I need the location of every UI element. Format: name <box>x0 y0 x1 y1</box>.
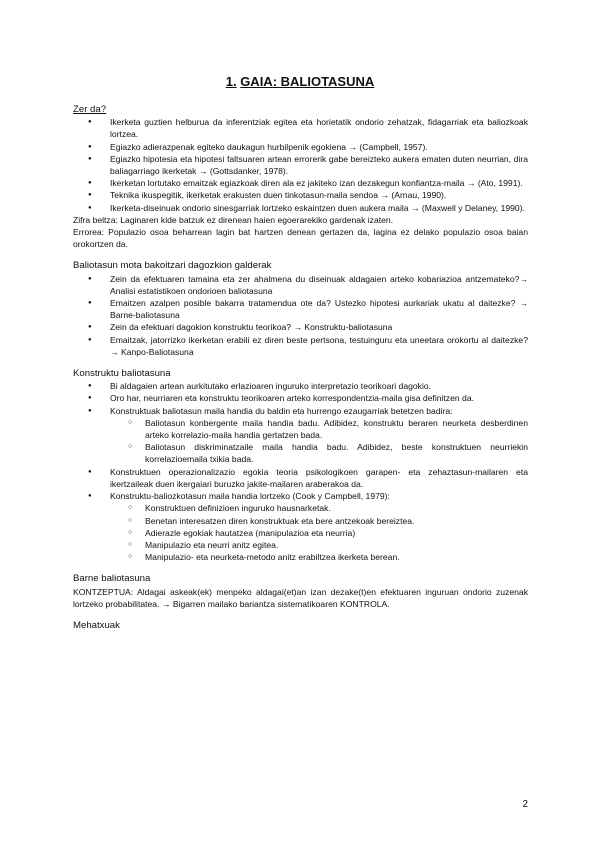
list-item: ● Ikerketa guztien helburua da inferentziak egitea eta horietatik ondorio zehatzak, fidagarriak eta baliozkoak lortzea. <box>73 116 528 140</box>
list-item: ● Teknika ikuspegitik, ikerketak erakusten duen tinkotasun-maila sendoa → (Arnau, 1990). <box>73 189 528 201</box>
section-heading-konstruktu: Konstruktu baliotasuna <box>73 368 171 380</box>
section-heading-zer-da: Zer da? <box>73 104 107 115</box>
sub-list-item: ○ Konstruktuen definizioen inguruko hausnarketak. <box>73 502 528 514</box>
sub-list-item: ○ Manipulazio- eta neurketa-metodo anitz erabiltzea ikerketa berean. <box>73 551 528 563</box>
chapter-title: GAIA: BALIOTASUNA <box>240 74 375 89</box>
mota-list <box>73 273 528 358</box>
document-body <box>73 104 528 632</box>
section-heading-mota: Baliotasun mota bakoitzari dagozkion galderak <box>73 260 272 272</box>
list-item: ● Egiazko adierazpenak egiteko daukagun hurbilpenik egokiena → (Campbell, 1957). <box>73 141 528 153</box>
list-item: ● Egiazko hipotesia eta hipotesi faltsuaren artean errorerik gabe bereizteko aukera ematen duten neurrian, dira baliagarriago ikerketak → (Gottsdanker, 1978). <box>73 153 528 177</box>
list-item: ● Konstruktu-baliozkotasun maila handia lortzeko (Cook y Campbell, 1979): <box>73 490 528 502</box>
sub-list-item: ○ Baliotasun konbergente maila handia badu. Adibidez, konstruktu beraren neurketa desberdinen arteko korrelazio-maila handia gertatzen bada. <box>73 417 528 441</box>
konstruktu-list <box>73 380 528 563</box>
sub-list-item: ○ Adierazle egokiak hautatzea (manipulazioa eta neurria) <box>73 527 528 539</box>
list-item: ● Oro har, neurriaren eta konstruktu teorikoaren arteko korrespondentzia-maila gisa definitzen da. <box>73 392 528 404</box>
page-title <box>0 74 600 89</box>
list-item: ● Bi aldagaien artean aurkitutako erlazioaren inguruko interpretazio teorikoari dagokio. <box>73 380 528 392</box>
sub-list-item: ○ Benetan interesatzen diren konstruktuak eta bere antzekoak bereiztea. <box>73 515 528 527</box>
section-heading-barne: Barne baliotasuna <box>73 573 151 585</box>
barne-kontzeptua: KONTZEPTUA: Aldagai askeak(ek) menpeko aldagai(et)an izan dezake(t)en efektuaren inguruan ondorio zuzenak lortzeko probabilitatea. → Bigarren mailako bariantza sistematikoaren KONTROLA. <box>73 586 528 609</box>
page-number: 2 <box>522 799 528 810</box>
note-errorea: Errorea: Populazio osoa beharrean lagin bat hartzen denean gertazen da, lagina ez delako populazio osoa baian orokortzen da. <box>73 227 528 250</box>
section-heading-mehatxuak: Mehatxuak <box>73 619 120 631</box>
sub-list-item: ○ Baliotasun diskriminatzaile maila handia badu. Adibidez, beste konstruktuen neurriekin korrelazioemaila txikia bada. <box>73 441 528 465</box>
note-zifra-beltza: Zifra beltza: Laginaren kide batzuk ez direnean haien egoerarekiko gardenak izaten. <box>73 214 394 225</box>
list-item: ● Ikerketan lortutako emaitzak egiazkoak diren ala ez jakiteko izan dezakegun konfiantza-maila → (Ato, 1991). <box>73 177 528 189</box>
list-item: ● Emaitzak, jatorrizko ikerketan erabili ez diren beste pertsona, testuinguru eta uneetara orokortu al daitezke? → Kanpo-Baliotasuna <box>73 334 528 358</box>
sub-list-item: ○ Manipulazio eta neurri anitz egitea. <box>73 539 528 551</box>
list-item: ● Konstruktuen operazionalizazio egokia teoria psikologikoen garapen- eta zehaztasun-mailaren eta ikertzaileak duen ikergaiari buruzko jakite-mailaren araberakoa da. <box>73 466 528 490</box>
chapter-number: 1. <box>225 74 237 89</box>
list-item: ● Zein da efektuari dagokion konstruktu teorikoa? → Konstruktu-baliotasuna <box>73 321 528 333</box>
list-item: ● Ikerketa-diseinuak ondorio sinesgarriak lortzeko eskaintzen duen aukera maila → (Maxwell y Delaney, 1990). <box>73 202 528 214</box>
list-item: ● Konstruktuak baliotasun maila handia du baldin eta hurrengo ezaugarriak betetzen badira: <box>73 405 528 417</box>
list-item: ● Emaitzen azalpen posible bakarra tratamendua ote da? Ustezko hipotesi aurkariak ukatu al daitezke? → Barne-baliotasuna <box>73 297 528 321</box>
list-item: ● Zein da efektuaren tamaina eta zer ahalmena du diseinuak aldagaien arteko kobariazioa antzemateko?→ Analisi estatistikoen ondorioen baliotasuna <box>73 273 528 297</box>
zer-da-list <box>73 116 528 214</box>
